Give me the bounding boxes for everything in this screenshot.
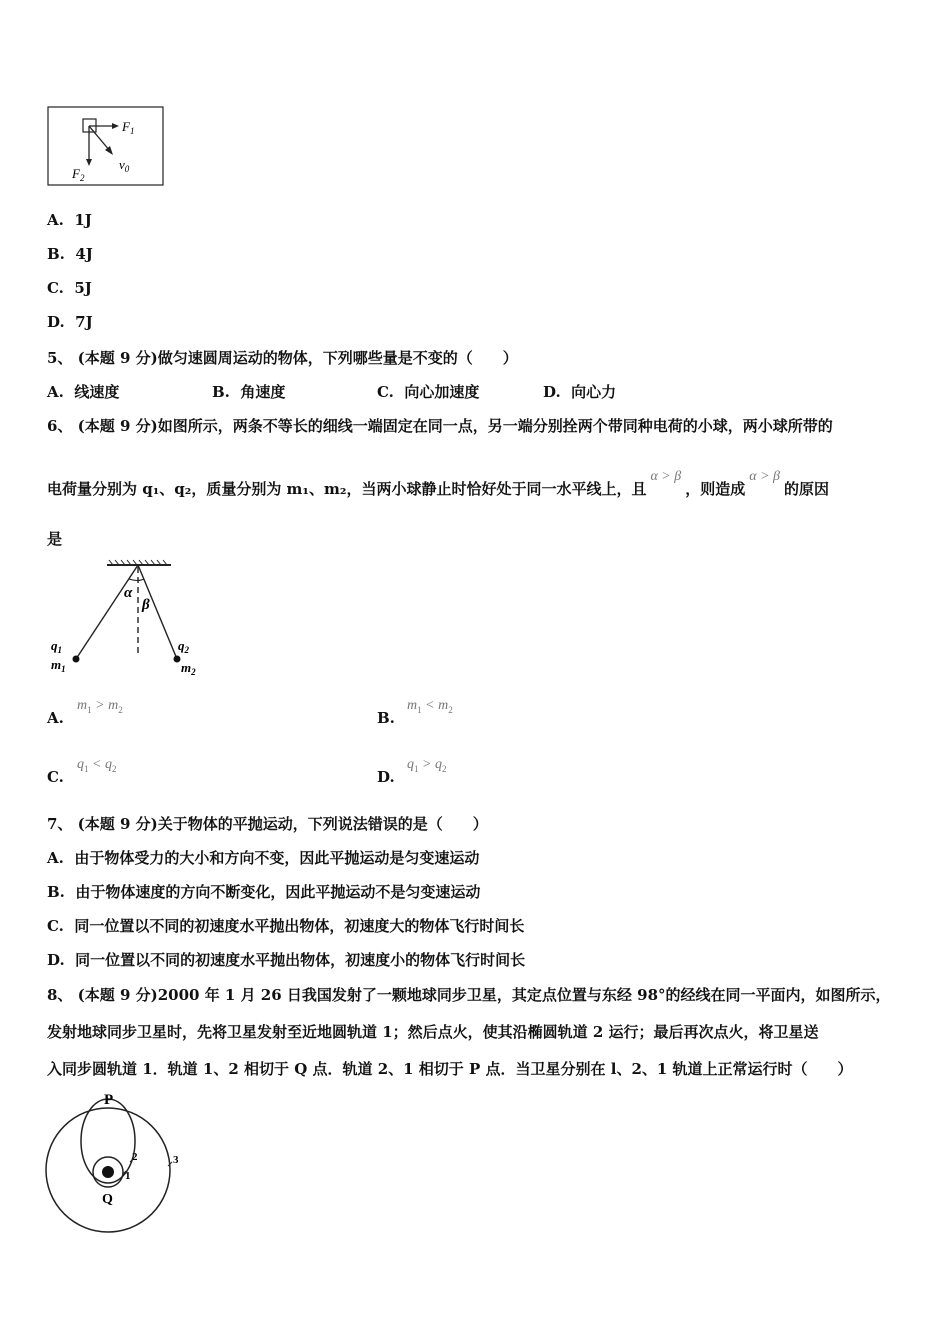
f2-label: $F_2$ <box>72 166 85 183</box>
option-letter: A. <box>47 849 64 867</box>
alpha-gt-beta-formula: α > β <box>749 469 781 484</box>
option-text: 4J <box>75 245 93 263</box>
q6-option-c[interactable] <box>47 759 327 789</box>
v0-label: $v_0$ <box>119 157 130 174</box>
option-letter: D. <box>47 951 65 969</box>
option-text: 向心力 <box>571 383 617 401</box>
option-formula: $q_1 > q_2$ <box>407 757 447 774</box>
option-letter: B. <box>212 383 230 401</box>
option-letter: B. <box>377 709 395 727</box>
q5-option-c[interactable] <box>377 381 479 402</box>
q5-option-a[interactable] <box>47 381 119 402</box>
option-letter: C. <box>47 768 64 786</box>
option-letter: C. <box>377 383 394 401</box>
q8-line1: 8、 (本题 9 分)2000 年 1 月 26 日我国发射了一颗地球同步卫星，其定点位置与东经 98°的经线在同一平面内，如图所示， <box>47 986 891 1004</box>
option-formula: $m_1 > m_2$ <box>77 698 123 715</box>
q7-option-d[interactable] <box>47 949 525 970</box>
orbit-3-label: 3 <box>173 1154 179 1166</box>
q4-option-c[interactable] <box>47 279 92 297</box>
option-text: 由于物体速度的方向不断变化，因此平抛运动不是匀变速运动 <box>75 883 481 901</box>
q4-option-d[interactable] <box>47 313 93 331</box>
q6-option-d[interactable] <box>377 759 657 789</box>
option-text: 5J <box>74 279 92 297</box>
q6-line2-text: ，则造成 <box>685 480 746 498</box>
pendulum-diagram <box>47 558 212 682</box>
q4-option-a[interactable] <box>47 211 92 229</box>
point-p-label: P <box>104 1092 114 1108</box>
option-formula: $q_1 < q_2$ <box>77 757 117 774</box>
option-text: 角速度 <box>240 383 286 401</box>
force-diagram <box>47 106 165 188</box>
option-text: 同一位置以不同的初速度水平抛出物体，初速度小的物体飞行时间长 <box>75 951 526 969</box>
q6-line2-text: 电荷量分别为 q₁、q₂，质量分别为 m₁、m₂，当两小球静止时恰好处于同一水平线上，且 <box>47 480 647 498</box>
option-text: 线速度 <box>74 383 120 401</box>
option-letter: D. <box>543 383 561 401</box>
option-formula: $m_1 < m_2$ <box>407 698 453 715</box>
option-letter: D. <box>47 313 65 331</box>
q6-option-b[interactable] <box>377 700 657 730</box>
q1-label: $q_1$ <box>51 638 62 655</box>
q7-option-b[interactable] <box>47 881 480 902</box>
m1-label: $m_1$ <box>51 657 66 674</box>
option-letter: A. <box>47 709 64 727</box>
m2-label: $m_2$ <box>181 660 196 677</box>
option-letter: A. <box>47 383 64 401</box>
option-text: 由于物体受力的大小和方向不变，因此平抛运动是匀变速运动 <box>74 849 480 867</box>
q5-option-b[interactable] <box>212 381 285 402</box>
option-letter: A. <box>47 211 64 229</box>
option-letter: C. <box>47 279 64 297</box>
q5-stem: 5、 (本题 9 分)做匀速圆周运动的物体，下列哪些量是不变的（ ） <box>47 349 518 367</box>
q6-line2-text: 的原因 <box>784 480 830 498</box>
alpha-gt-beta-formula: α > β <box>650 469 682 484</box>
option-text: 同一位置以不同的初速度水平抛出物体，初速度大的物体飞行时间长 <box>74 917 525 935</box>
option-letter: B. <box>47 245 65 263</box>
orbit-diagram <box>42 1088 192 1238</box>
q8-line2: 发射地球同步卫星时，先将卫星发射至近地圆轨道 1；然后点火，使其沿椭圆轨道 2 运行；最后再次点火，将卫星送 <box>47 1023 819 1041</box>
q2-label: $q_2$ <box>178 638 189 655</box>
q7-stem: 7、 (本题 9 分)关于物体的平抛运动，下列说法错误的是（ ） <box>47 815 488 833</box>
q6-line1: 6、 (本题 9 分)如图所示，两条不等长的细线一端固定在同一点，另一端分别拴两个带同种电荷的小球，两小球所带的 <box>47 417 833 435</box>
f1-label: $F_1$ <box>122 119 135 136</box>
q6-option-a[interactable] <box>47 700 327 730</box>
q6-line3: 是 <box>47 530 63 548</box>
orbit-1-label: 1 <box>125 1170 131 1182</box>
point-q-label: Q <box>102 1192 113 1207</box>
q8-line3: 入同步圆轨道 1．轨道 1、2 相切于 Q 点．轨道 2、1 相切于 P 点．当卫星分别在 l、2、1 轨道上正常运行时（ ） <box>47 1060 853 1078</box>
option-letter: B. <box>47 883 65 901</box>
q7-option-c[interactable] <box>47 915 524 936</box>
beta-label: β <box>142 597 150 613</box>
option-letter: C. <box>47 917 64 935</box>
alpha-label: α <box>124 585 133 601</box>
option-text: 1J <box>74 211 92 229</box>
q4-option-b[interactable] <box>47 245 93 263</box>
orbit-2-label: 2 <box>132 1151 138 1163</box>
option-text: 7J <box>75 313 93 331</box>
option-text: 向心加速度 <box>404 383 480 401</box>
q5-option-d[interactable] <box>543 381 616 402</box>
q6-line2 <box>47 469 830 499</box>
option-letter: D. <box>377 768 395 786</box>
q7-option-a[interactable] <box>47 847 479 868</box>
